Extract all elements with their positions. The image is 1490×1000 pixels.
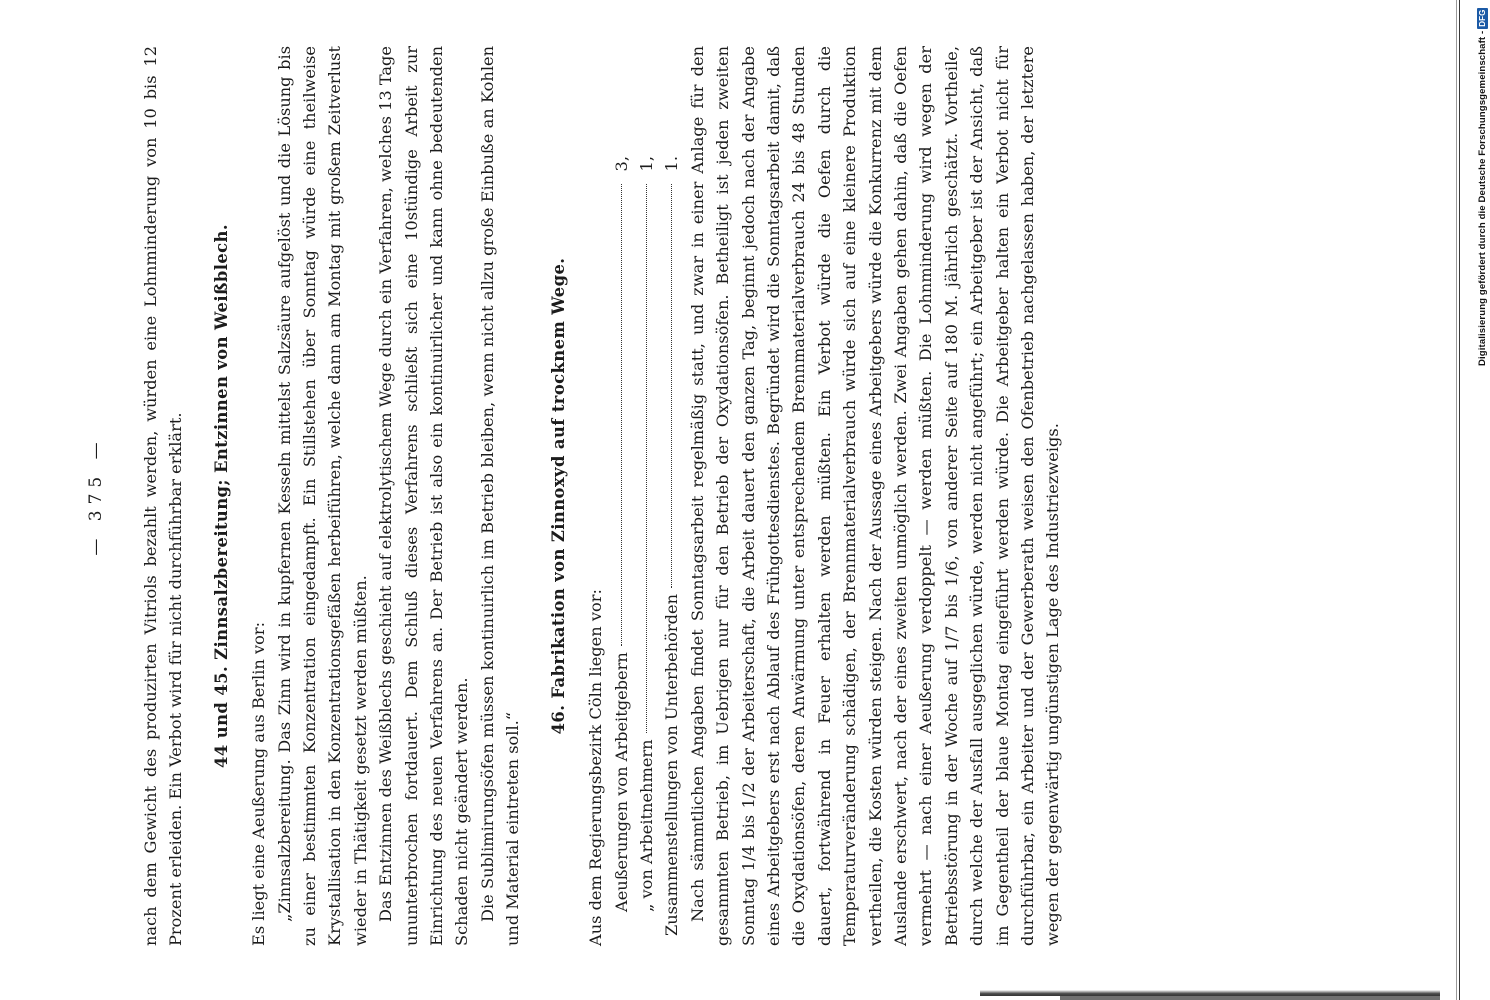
- binding-edge-line: [1459, 0, 1460, 1000]
- section-44-paragraph-2: Das Entzinnen des Weißblechs geschieht auf elektrolytischem Wege durch ein Verfahren, welches 13 Tage ununterbrochen fortdauert. Dem Schluß dieses Verfahrens schließt sich eine 10stündige Arbeit zur Einrichtung des neuen Verfahrens an. Der Betrieb ist also ein kontinuirlicher und kann ohne bedeutenden Schaden nicht geändert werden.: [376, 46, 472, 946]
- section-heading-44-45: 44 und 45. Zinnsalzbereitung; Entzinnen von Weißblech.: [211, 224, 231, 768]
- section-heading-46: 46. Fabrikation von Zinnoxyd auf trocknem Wege.: [548, 257, 568, 735]
- leader-dots: [671, 184, 672, 588]
- section-46-paragraph-1: Nach sämmtlichen Angaben findet Sonntagsarbeit regelmäßig statt, und zwar in einer Anlage für den gesammten Betrieb, im Uebrigen nur für den Betrieb der Oxydationsöfen. Betheiligt ist jeden zweiten Sonntag 1/4 bis 1/2 der Arbeiterschaft, die Arbeit dauert den ganzen Tag, beginnt jedoch nach der Angabe eines Arbeitgebers erst nach Ablauf des Frühgottesdienstes. Begründet wird die Sonntagsarbeit damit, daß die Oxydationsöfen, deren Anwärmung unter entsprechendem Brennmaterialverbrauch 24 bis 48 Stunden dauert, fortwährend in Feuer erhalten werden müßten. Ein Verbot würde die Oefen durch die Temperaturveränderung schädigen, der Brennmaterialverbrauch würde sich auf eine kleinere Produktion vertheilen, die Kosten würden steigen. Nach der Aussage eines Arbeitgebers würde die Konkurrenz mit dem Auslande erschwert, nach der eines zweiten unmöglich werden. Zwei Angaben gehen dahin, daß die Oefen vermehrt — nach einer Aeußerung verdoppelt — werden müßten. Die Lohnminderung wird wegen der Betriebsstörung in der Woche auf 1/7 bis 1/6, von anderer Seite auf 180 M. jährlich geschätzt. Vortheile, durch welche der Ausfall ausgeglichen würde, werden nicht angeführt; ein Arbeitgeber ist der Ansicht, daß im Gegentheil der blaue Montag eingeführt werden würde. Die Arbeitgeber halten ein Verbot nicht für durchführbar, ein Arbeiter und der Gewerberath weisen den Ofenbetrieb nachgelassen haben, der letztere wegen der gegenwärtig ungünstigen Lage des Industriezweigs.: [687, 46, 1063, 946]
- page-body: [86, 46, 1416, 946]
- digitization-credit-text: [1476, 0, 1490, 366]
- list-item-value: 1.: [662, 156, 682, 172]
- text-column: [138, 46, 1066, 946]
- section-44-intro: Es liegt eine Aeußerung aus Berlin vor:: [249, 621, 269, 946]
- section-46-intro: Aus dem Regierungsbezirk Cöln liegen vor:: [586, 589, 606, 946]
- rotated-page-content: [86, 46, 1416, 946]
- list-item-label: „ von Arbeitnehmern: [636, 739, 656, 912]
- digitization-credit: [1464, 0, 1488, 366]
- list-item: [634, 46, 659, 946]
- page-bottom-edge-dark: [1060, 996, 1440, 1000]
- list-item-label: Aeußerungen von Arbeitgebern: [611, 652, 631, 912]
- list-item-label: Zusammenstellungen von Unterbehörden: [662, 593, 682, 936]
- list-item-value: 1,: [636, 156, 656, 172]
- binding-edge-shadow: [1456, 0, 1457, 1000]
- list-item-value: 3,: [611, 156, 631, 172]
- paragraph-continuation: nach dem Gewicht des produzirten Vitriols bezahlt werden, würden eine Lohnminderung von 10 bis 12 Prozent erleiden. Ein Verbot wird für nicht durchführbar erklärt.: [141, 46, 186, 946]
- dfg-logo-icon: DFG: [1477, 9, 1487, 27]
- list-item: [609, 46, 634, 946]
- section-44-paragraph-1: „Zinnsalzbereitung. Das Zinn wird in kupfernen Kesseln mittelst Salzsäure aufgelöst und die Lösung bis zu einer bestimmten Konzentration eingedampft. Ein Stillstehen über Sonntag würde eine theilweise Krystallisation in den Konzentrationsgefäßen herbeiführen, welche dann am Montag mit großem Zeitverlust wieder in Thätigkeit gesetzt werden müßten.: [274, 46, 370, 946]
- section-44-paragraph-3: Die Sublimirungsöfen müssen kontinuirlich im Betrieb bleiben, wenn nicht allzu große Einbuße an Kohlen und Material eintreten soll.“: [477, 46, 523, 946]
- credit-label: Digitalisierung gefördert durch die Deutsche Forschungsgemeinschaft -: [1477, 30, 1488, 366]
- leader-dots: [621, 184, 622, 646]
- list-item: [659, 46, 684, 946]
- page-number-header: — 375 —: [86, 436, 106, 556]
- statements-list: [609, 46, 685, 946]
- leader-dots: [646, 184, 647, 733]
